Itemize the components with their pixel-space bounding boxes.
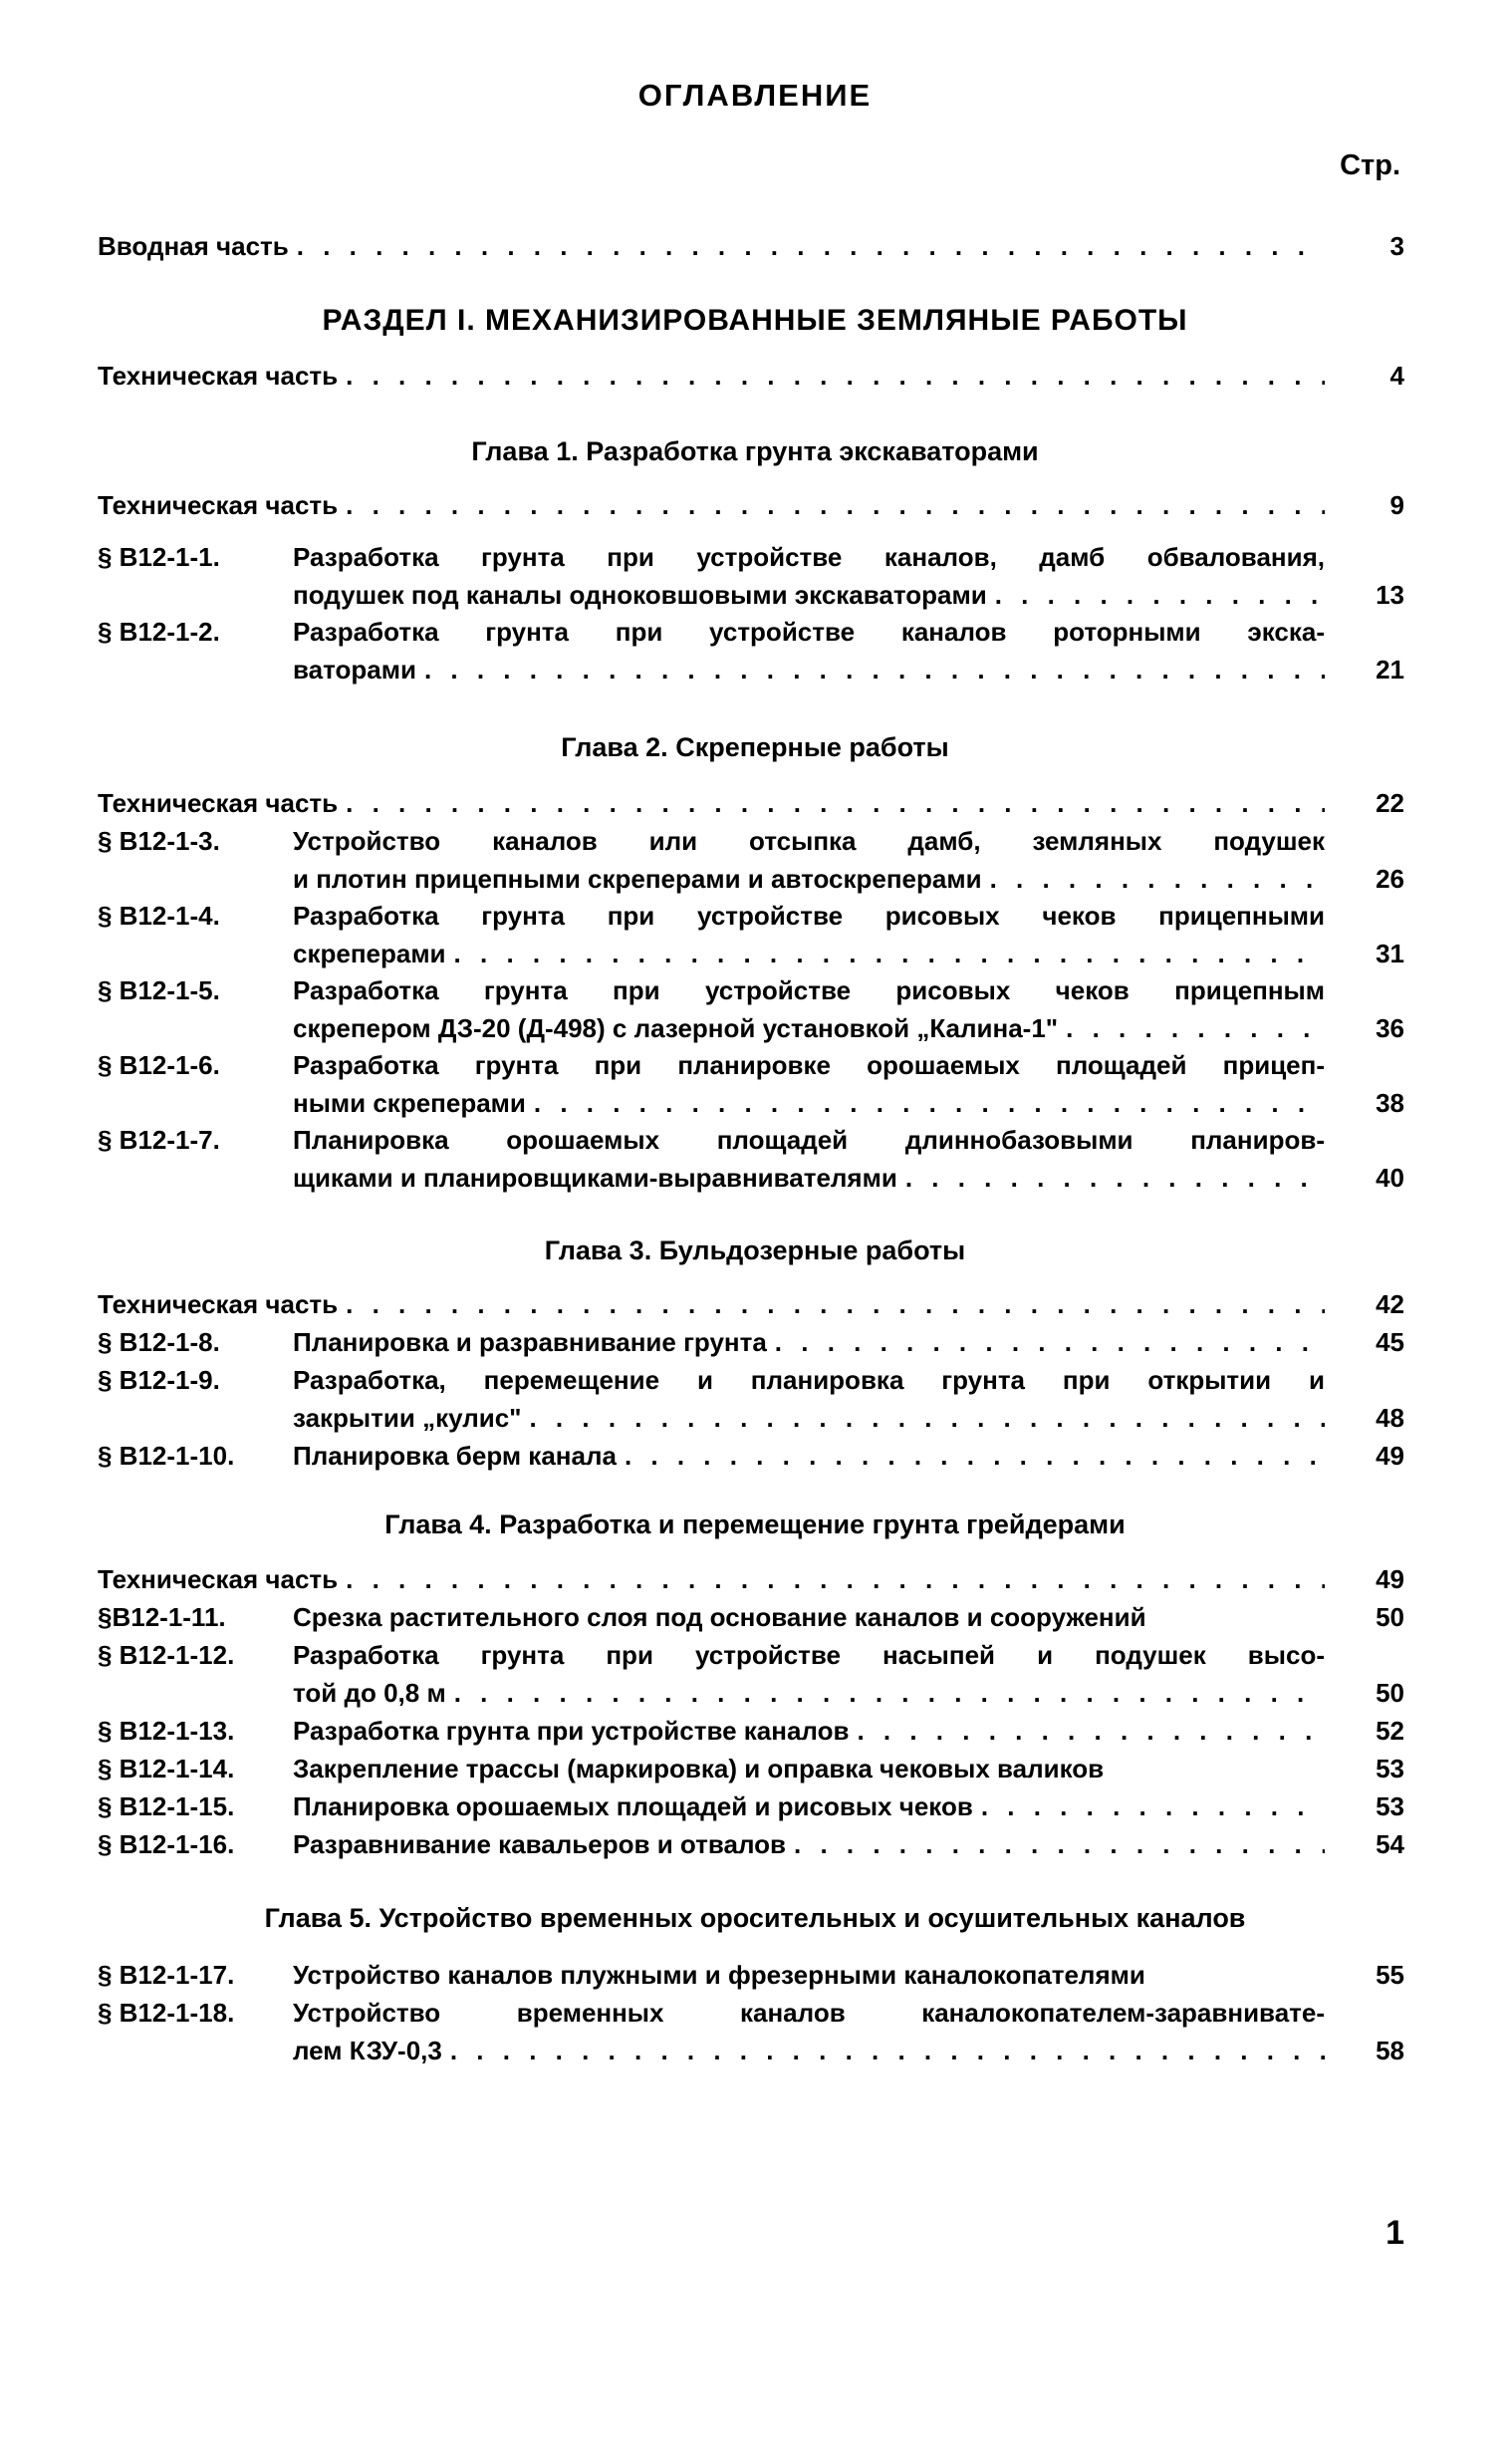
chapter-4-heading: Глава 4. Разработка и перемещение грунта грейдерами — [384, 1509, 1126, 1539]
page-column-label: Стр. — [1340, 149, 1400, 181]
chapter-3-heading: Глава 3. Бульдозерные работы — [544, 1235, 966, 1265]
chapter-1-heading: Глава 1. Разработка грунта экскаваторами — [471, 436, 1039, 466]
chapter-2-heading: Глава 2. Скреперные работы — [561, 732, 949, 762]
page-title: ОГЛАВЛЕНИЕ — [637, 78, 873, 113]
section-heading: РАЗДЕЛ I. МЕХАНИЗИРОВАННЫЕ ЗЕМЛЯНЫЕ РАБОТЫ — [322, 304, 1188, 337]
chapter-5-heading: Глава 5. Устройство временных оросительных и осушительных каналов — [264, 1903, 1246, 1933]
toc-page: ОГЛАВЛЕНИЕ Стр. Вводная часть . . . 3 РАЗДЕЛ I. МЕХАНИЗИРОВАННЫЕ ЗЕМЛЯНЫЕ РАБОТЫ Техническая часть . . . 4 Глава 1. Разработка грунта экскаваторами Техническая часть . . . 9 § В12-1-1. Разработка грунта при устройстве каналов, дамб обвалования, подушек под каналы одноковшовыми экскаваторами . . . 13 § В12-1-2. Разработка грунта при устройстве каналов роторными экска- ваторами . . . 21 Глава 2. Скреперные работы Техническая часть . . . 22 § В12-1-3. Устройство каналов или отсыпка дамб, земляных подушек и плотин прицепными скреперами и автоскреперами . . . 26 § В12-1-4. Разработка грунта при устройстве рисовых чеков прицепными скреперами . . . 31 § В12-1-5. Разработка грунта при устройстве рисовых чеков прицепным скрепером ДЗ-20 (Д-498) с лазерной установкой „Калина-1" . . . 36 § В12-1-6. Разработка грунта при планировке орошаемых площадей прицеп- ными скреперами . . . 38 § В12-1-7. Планировка орошаемых площадей длиннобазовыми планиров- щиками и планировщиками-выравнивателями . . . 40 Глава 3. Бульдозерные работы Техническая часть . . . 42 § В12-1-8. Планировка и разравнивание грунта . . . 45 § В12-1-9. Разработка, перемещение и планировка грунта при открытии и закрытии „кулис" . . . 48 § В12-1-10. Планировка берм канала . . . 49 Глава 4. Разработка и перемещение грунта грейдерами Техническая часть . . . 49 §В12-1-11. Срезка растительного слоя под основание каналов и сооружений 50 § В12-1-12. Разработка грунта при устройстве насыпей и подушек высо- той до 0,8 м . . . 50 § В12-1-13. Разработка грунта при устройстве каналов . . . 52 § В12-1-14. Закрепление трассы (маркировка) и оправка чековых валиков 53 § В12-1-15. Планировка орошаемых площадей и рисовых чеков . . . 53 § В12-1-16. Разравнивание кавальеров и отвалов . . . 54 Глава 5. Устройство временных оросительных и осушительных каналов § В12-1-17. Устройство каналов плужными и фрезерными каналокопателями 55 § В12-1-18. Устройство временных каналов каналокопателем-заравнивате- лем КЗУ-0,3 . . . 58 1 — [0, 0, 1510, 2464]
page-number: 1 — [1385, 2214, 1404, 2252]
